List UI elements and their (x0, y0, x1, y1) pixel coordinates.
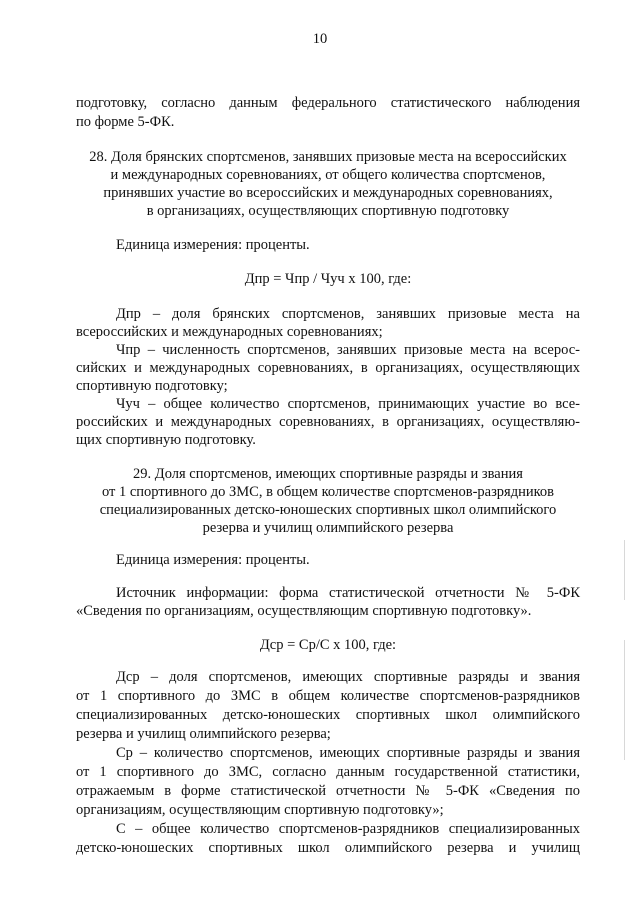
def-29-line-7: отражаемым в форме статистической отчетности № 5-ФК «Сведения по (76, 783, 580, 799)
intro-line-2: по форме 5-ФК. (76, 114, 175, 130)
unit-of-measure-1: Единица измерения: проценты. (116, 237, 310, 253)
section-29-heading-line-1: 29. Доля спортсменов, имеющих спортивные разряды и звания (133, 466, 523, 482)
def-29-line-9: С – общее количество спортсменов-разрядников специализированных (116, 821, 580, 837)
def-28-line-3: Чпр – численность спортсменов, занявших призовые места на всерос- (116, 342, 580, 358)
section-28-heading-line-2: и международных соревнованиях, от общего количества спортсменов, (110, 167, 546, 183)
intro-line-1: подготовку, согласно данным федерального статистического наблюдения (76, 95, 580, 111)
section-29-heading-line-4: резерва и училищ олимпийского резерва (202, 520, 454, 536)
def-29-line-3: специализированных детско-юношеских спортивных школ олимпийского (76, 707, 580, 723)
def-29-line-1: Дср – доля спортсменов, имеющих спортивные разряды и звания (116, 669, 580, 685)
def-29-line-4: резерва и училищ олимпийского резерва; (76, 726, 331, 742)
def-29-line-5: Ср – количество спортсменов, имеющих спортивные разряды и звания (116, 745, 580, 761)
source-line-1: Источник информации: форма статистической отчетности № 5-ФК (116, 585, 580, 601)
section-29-heading-line-2: от 1 спортивного до ЗМС, в общем количестве спортсменов-разрядников (101, 484, 555, 500)
def-28-line-6: Чуч – общее количество спортсменов, принимающих участие во все- (116, 396, 580, 412)
def-28-line-4: сийских и международных соревнованиях, в организациях, осуществляющих (76, 360, 580, 376)
section-28-heading-line-3: принявших участие во всероссийских и международных соревнованиях, (103, 185, 553, 201)
def-28-line-8: щих спортивную подготовку. (76, 432, 256, 448)
formula-29: Дср = Ср/С х 100, где: (259, 637, 397, 653)
def-29-line-6: от 1 спортивного до ЗМС, согласно данным государственной статистики, (76, 764, 580, 780)
def-28-line-5: спортивную подготовку; (76, 378, 228, 394)
unit-of-measure-2: Единица измерения: проценты. (116, 552, 310, 568)
def-28-line-7: российских и международных соревнованиях, в организациях, осуществляю- (76, 414, 580, 430)
def-29-line-2: от 1 спортивного до ЗМС в общем количестве спортсменов-разрядников (76, 688, 580, 704)
formula-28: Дпр = Чпр / Чуч х 100, где: (244, 271, 412, 287)
scan-edge-mark (624, 640, 625, 760)
source-line-2: «Сведения по организациям, осуществляющим спортивную подготовку». (76, 603, 532, 619)
def-28-line-1: Дпр – доля брянских спортсменов, занявших призовые места на (116, 306, 580, 322)
scan-edge-mark (624, 540, 625, 600)
section-28-heading-line-4: в организациях, осуществляющих спортивную подготовку (146, 203, 510, 219)
page-number: 10 (312, 31, 328, 47)
def-29-line-8: организациям, осуществляющим спортивную подготовку»; (76, 802, 444, 818)
def-29-line-10: детско-юношеских спортивных школ олимпийского резерва и училищ (76, 840, 580, 856)
section-29-heading-line-3: специализированных детско-юношеских спортивных школ олимпийского (99, 502, 557, 518)
def-28-line-2: всероссийских и международных соревнованиях; (76, 324, 383, 340)
section-28-heading-line-1: 28. Доля брянских спортсменов, занявших призовые места на всероссийских (89, 149, 567, 165)
